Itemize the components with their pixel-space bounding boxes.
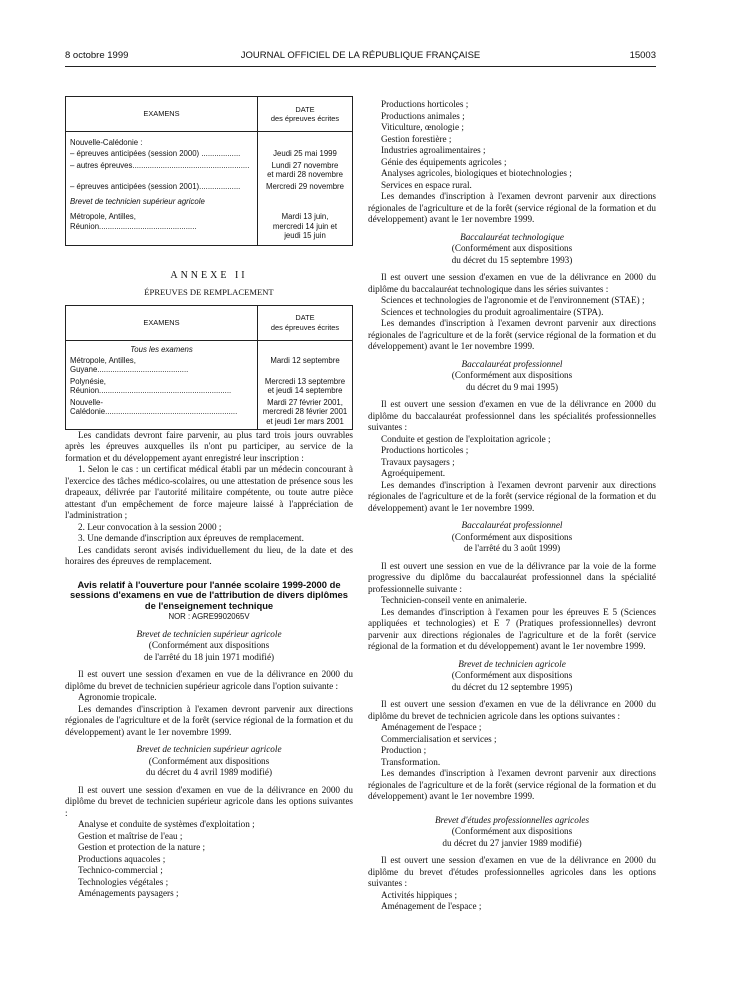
list-item: Sciences et technologies du produit agroalimentaire (STPA). <box>381 306 604 317</box>
list-item: Agroéquipement. <box>381 468 446 478</box>
section-title: Brevet de technicien supérieur agricole <box>136 628 282 639</box>
header-date: 8 octobre 1999 <box>65 50 129 61</box>
list-item: Travaux paysagers ; <box>381 456 455 467</box>
list-item: Analyse et conduite de systèmes d'exploitation ; <box>78 819 255 830</box>
list-item: Génie des équipements agricoles ; <box>381 156 507 167</box>
table-row: Brevet de technicien supérieur agricole <box>66 192 353 211</box>
list-item: Conduite et gestion de l'exploitation agricole ; <box>381 433 551 444</box>
table-row: – épreuves anticipées (session 2000) .................. Jeudi 25 mai 1999 <box>66 148 353 159</box>
section-reference: du décret du 4 avril 1989 modifié) <box>145 767 273 778</box>
paragraph: Les candidats seront avisés individuellement du lieu, de la date et des horaires des épreuves de remplacement. <box>65 544 353 567</box>
left-column <box>65 96 353 900</box>
replacement-exams-table <box>65 305 353 430</box>
nor-reference: NOR : AGRE9902065V <box>168 612 250 622</box>
section-title: Brevet de technicien supérieur agricole <box>136 744 282 755</box>
annexe-subtitle: ÉPREUVES DE REMPLACEMENT <box>144 287 274 298</box>
table-row: Polynésie, Réunion............................................................. Mercredi 13 septembre et jeudi 14 septembre <box>66 376 353 397</box>
list-item: Technico-commercial ; <box>78 865 163 876</box>
section-reference: du décret du 9 mai 1995) <box>465 381 559 392</box>
list-item: Gestion forestière ; <box>381 133 452 144</box>
list-item: Commercialisation et services ; <box>381 733 497 744</box>
header-journal-title: JOURNAL OFFICIEL DE LA RÉPUBLIQUE FRANÇAISE <box>240 50 481 61</box>
list-item: Aménagement de l'espace ; <box>381 901 482 911</box>
section-reference: (Conformément aux dispositions <box>451 670 573 680</box>
list-item: Industries agroalimentaires ; <box>381 145 486 155</box>
table-row: – épreuves anticipées (session 2001)................... Mercredi 29 novembre <box>66 181 353 192</box>
section-reference: (Conformément aux dispositions <box>451 370 573 380</box>
section-title: Baccalauréat technologique <box>460 231 564 242</box>
section-reference: du décret du 27 janvier 1989 modifié) <box>442 837 582 848</box>
list-item: Activités hippiques ; <box>381 889 458 900</box>
section-reference: de l'arrêté du 3 août 1999) <box>463 543 561 553</box>
table-row: Métropole, Antilles, Réunion............................................. Mardi 13 juin, mercredi 14 juin et jeudi 15 juin <box>66 211 353 245</box>
section-title: Baccalauréat professionnel <box>461 358 563 369</box>
list-item: Productions animales ; <box>381 110 465 121</box>
list-item: Gestion et maîtrise de l'eau ; <box>78 830 183 841</box>
paragraph: Il est ouvert une session d'examen en vue de la délivrance en 2000 du diplôme du brevet de technicien supérieur agricole dans l'option suivante : <box>65 669 353 691</box>
annexe-title: ANNEXE II <box>170 269 248 281</box>
list-item: Transformation. <box>381 756 441 767</box>
list-item: Aménagements paysagers ; <box>78 888 179 899</box>
section-reference: (Conformément aux dispositions <box>148 755 270 766</box>
list-item: Productions horticoles ; <box>381 99 469 109</box>
section-reference: (Conformément aux dispositions <box>148 640 270 651</box>
table-row: Tous les examens <box>66 340 353 355</box>
table-row: Métropole, Antilles, Guyane.......................................... Mardi 12 septembre <box>66 355 353 376</box>
paragraph: Il est ouvert une session d'examen en vue de la délivrance en 2000 du diplôme du baccalauréat professionnel dans les spécialités professionnelles suivantes : <box>368 399 656 432</box>
header-rule <box>65 66 656 67</box>
section-reference: (Conformément aux dispositions <box>451 531 573 542</box>
list-item: Viticulture, œnologie ; <box>381 122 464 132</box>
list-item: Services en espace rural. <box>381 179 472 190</box>
table-row: Nouvelle-Calédonie............................................................. Mardi 27 février 2001, mercredi 28 février 2001 et jeudi 1er mars 2001 <box>66 397 353 430</box>
paragraph: Les demandes d'inscription à l'examen devront parvenir aux directions régionales de l'agriculture et de la forêt (service régional de la formation et du développement) avant le 1er novembre 1999. <box>368 318 656 351</box>
list-item: Sciences et technologies de l'agronomie et de l'environnement (STAE) ; <box>381 295 645 305</box>
paragraph: Il est ouvert une session d'examen en vue de la délivrance en 2000 du diplôme du brevet d'études professionnelles agricoles dans les options suivantes : <box>368 855 656 888</box>
section-reference: du décret du 15 septembre 1993) <box>451 254 573 265</box>
list-item: Gestion et protection de la nature ; <box>78 842 206 853</box>
paragraph: Les demandes d'inscription à l'examen devront parvenir aux directions régionales de l'agriculture et de la forêt (service régional de la formation et du développement) avant le 1er novembre 1999. <box>368 479 656 513</box>
paragraph: 1. Selon le cas : un certificat médical établi par un médecin concourant à l'exercice des tâches médico-scolaires, ou une attestation de présence sous les drapeaux, délivrée par l'autorité militaire compétente, ou toute autre pièce attestant d'un empêchement de force majeure laissé à l'appréciation de l'administration ; <box>65 464 353 521</box>
list-item: Technologies végétales ; <box>78 876 169 887</box>
paragraph: Les demandes d'inscription à l'examen pour les épreuves E 5 (Sciences appliquées et technologies) et E 7 (Pratiques professionnelles) devront parvenir aux directions régionales de l'agriculture et de la forêt (service régional de la formation et du développement) avant le 1er novembre 1999. <box>368 606 656 651</box>
section-reference: (Conformément aux dispositions <box>451 243 573 253</box>
list-item: Productions aquacoles ; <box>78 853 166 864</box>
paragraph: Il est ouvert une session d'examen en vue de la délivrance en 2000 du diplôme du brevet de technicien agricole dans les options suivantes : <box>368 699 656 721</box>
section-reference: de l'arrêté du 18 juin 1971 modifié) <box>143 651 275 662</box>
list-item: Productions horticoles ; <box>381 445 469 455</box>
section-title: Brevet de technicien agricole <box>458 658 566 669</box>
header-page-number: 15003 <box>629 50 656 61</box>
table-header-date: DATE des épreuves écrites <box>258 97 353 132</box>
paragraph: Les candidats devront faire parvenir, au plus tard trois jours ouvrables après les épreuves auxquelles ils n'ont pu participer, au service de la formation et du développement ayant enregistré leur inscription : <box>65 429 353 463</box>
table-row: Nouvelle-Calédonie : <box>66 132 353 149</box>
section-title: Baccalauréat professionnel <box>461 520 563 530</box>
list-item: Analyses agricoles, biologiques et biotechnologies ; <box>381 168 572 178</box>
paragraph: 3. Une demande d'inscription aux épreuves de remplacement. <box>78 533 304 544</box>
section-reference: (Conformément aux dispositions <box>451 826 573 836</box>
paragraph: 2. Leur convocation à la session 2000 ; <box>78 521 222 532</box>
list-item: Production ; <box>381 745 427 755</box>
notice-title: Avis relatif à l'ouverture pour l'année scolaire 1999-2000 de sessions d'examens en vue de l'attribution de divers diplômes de l'enseignement technique <box>70 578 348 611</box>
section-title: Brevet d'études professionnelles agricoles <box>434 814 590 825</box>
list-item: Technicien-conseil vente en animalerie. <box>381 595 527 605</box>
table-header-examens: EXAMENS <box>66 97 258 132</box>
list-item: Aménagement de l'espace ; <box>381 722 482 732</box>
list-item: Agronomie tropicale. <box>78 692 157 703</box>
exam-dates-table <box>65 96 353 246</box>
paragraph: Il est ouvert une session en vue de la délivrance par la voie de la forme progressive du diplôme du baccalauréat professionnel dans la spécialité professionnelle suivante : <box>368 560 656 594</box>
paragraph: Il est ouvert une session d'examen en vue de la délivrance en 2000 du diplôme du baccalauréat technologique dans les séries suivantes : <box>368 272 656 294</box>
paragraph: Les demandes d'inscription à l'examen devront parvenir aux directions régionales de l'agriculture et de la forêt (service régional de la formation et du développement) avant le 1er novembre 1999. <box>368 768 656 801</box>
page-header <box>65 50 656 64</box>
paragraph: Les demandes d'inscription à l'examen devront parvenir aux directions régionales de l'agriculture et de la forêt (service régional de la formation et du développement) avant le 1er novembre 1999. <box>65 703 353 737</box>
table-header-date: DATE des épreuves écrites <box>258 305 353 340</box>
paragraph: Il est ouvert une session d'examen en vue de la délivrance en 2000 du diplôme du brevet de technicien supérieur agricole dans les options suivantes : <box>65 784 353 818</box>
table-header-examens: EXAMENS <box>66 305 258 340</box>
table-row: – autres épreuves...................................................... Lundi 27 novembre et mardi 28 novembre <box>66 160 353 181</box>
section-reference: du décret du 12 septembre 1995) <box>451 681 573 692</box>
paragraph: Les demandes d'inscription à l'examen devront parvenir aux directions régionales de l'agriculture et de la forêt (service régional de la formation et du développement) avant le 1er novembre 1999. <box>368 191 656 224</box>
right-column <box>368 99 656 913</box>
